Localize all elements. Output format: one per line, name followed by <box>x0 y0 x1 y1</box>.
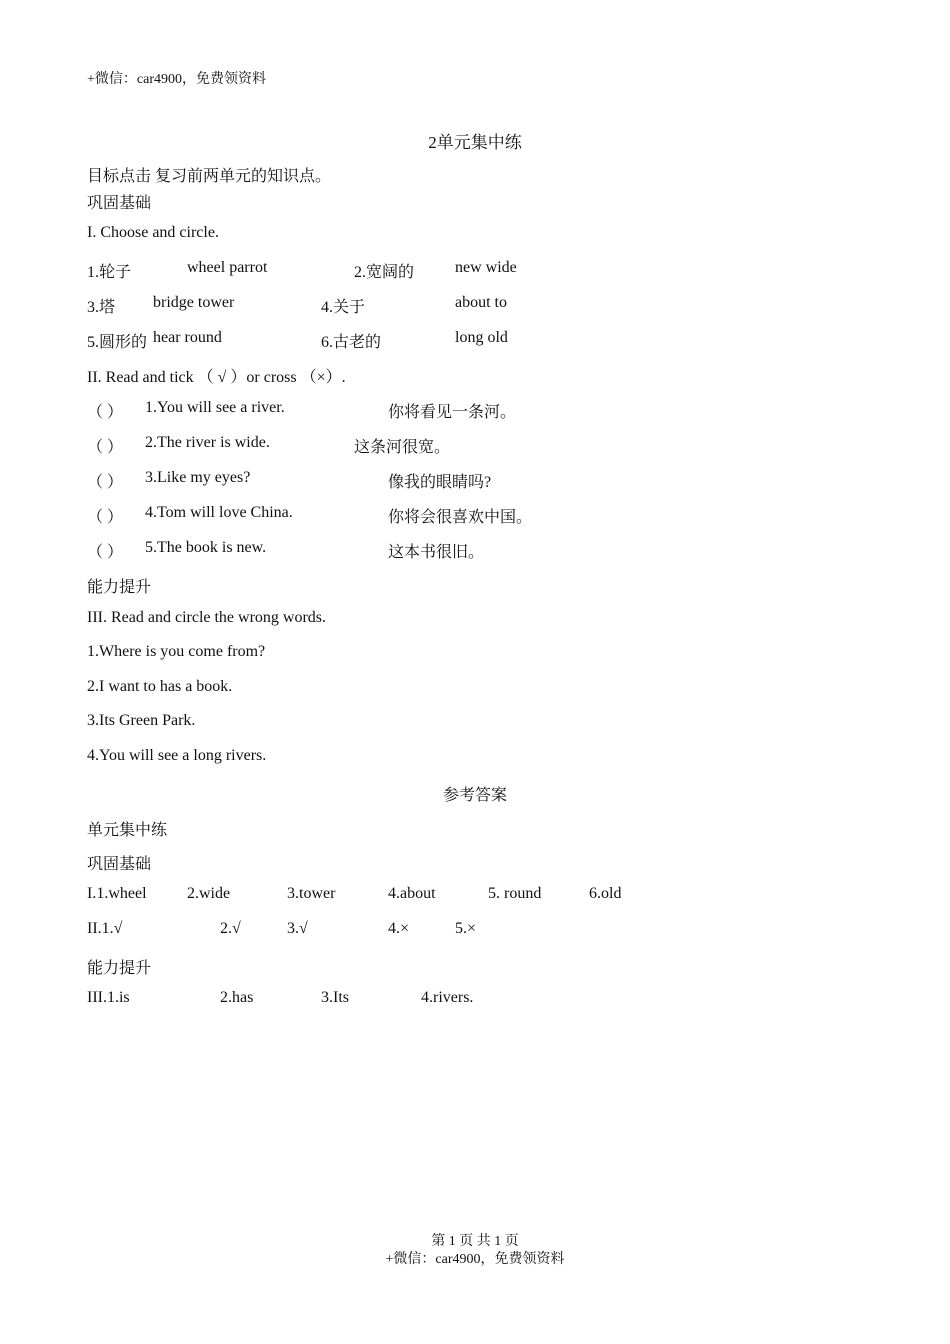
part1-item-cn: 6.古老的 <box>321 334 382 351</box>
part3-item: 4.You will see a long rivers. <box>87 747 267 764</box>
answer-item: 4.rivers. <box>421 989 474 1006</box>
part1-item-options: new wide <box>455 259 517 276</box>
page-number: 第 1 页 共 1 页 <box>431 1234 519 1249</box>
answer-item: 3.tower <box>287 885 336 902</box>
part3-item: 3.Its Green Park. <box>87 712 196 729</box>
answers-basic: 巩固基础 <box>87 856 152 873</box>
part2-item-cn: 你将看见一条河。 <box>388 404 517 421</box>
answer-item: 4.× <box>388 920 410 937</box>
answer-item: 6.old <box>589 885 622 902</box>
part2-item-cn: 这本书很旧。 <box>388 544 485 561</box>
part1-item-cn: 1.轮子 <box>87 264 132 281</box>
part1-item-cn: 2.宽阔的 <box>354 264 415 281</box>
part2-item-cn: 像我的眼睛吗? <box>388 474 492 491</box>
part1-item-options: about to <box>455 294 507 311</box>
part2-item-cn: 你将会很喜欢中国。 <box>388 509 533 526</box>
answer-paren: （ ） <box>87 474 124 491</box>
part2-item-en: 1.You will see a river. <box>145 399 285 416</box>
answer-paren: （ ） <box>87 439 124 456</box>
answer-item: 5. round <box>488 885 542 902</box>
part1-item-cn: 4.关于 <box>321 299 366 316</box>
answer-item: 2.√ <box>220 920 241 937</box>
answer-item: 5.× <box>455 920 477 937</box>
answer-item: 2.wide <box>187 885 231 902</box>
part1-item-options: long old <box>455 329 508 346</box>
part2-item-en: 5.The book is new. <box>145 539 267 556</box>
part1-item-cn: 3.塔 <box>87 299 116 316</box>
part1-item-options: wheel parrot <box>187 259 268 276</box>
part2-instruction: II. Read and tick （ √ ）or cross （×）. <box>87 369 346 386</box>
part1-item-cn: 5.圆形的 <box>87 334 148 351</box>
answer-item: 3.√ <box>287 920 308 937</box>
answer-item: 2.has <box>220 989 254 1006</box>
answer-paren: （ ） <box>87 404 124 421</box>
part2-item-cn: 这条河很宽。 <box>354 439 451 456</box>
part2-item-en: 4.Tom will love China. <box>145 504 293 521</box>
answer-item: III.1.is <box>87 989 130 1006</box>
part1-item-options: hear round <box>153 329 222 346</box>
answer-paren: （ ） <box>87 544 124 561</box>
footer-note: +微信：car4900，免费领资料 <box>385 1252 565 1267</box>
section-basic: 巩固基础 <box>87 195 152 212</box>
answers-title: 参考答案 <box>442 787 507 804</box>
answer-item: I.1.wheel <box>87 885 147 902</box>
part2-item-en: 3.Like my eyes? <box>145 469 251 486</box>
answers-improve: 能力提升 <box>87 960 152 977</box>
part3-item: 1.Where is you come from? <box>87 643 266 660</box>
answer-item: 3.Its <box>321 989 349 1006</box>
part1-item-options: bridge tower <box>153 294 235 311</box>
part3-instruction: III. Read and circle the wrong words. <box>87 609 327 626</box>
answer-paren: （ ） <box>87 509 124 526</box>
section-improve: 能力提升 <box>87 579 152 596</box>
answer-item: II.1.√ <box>87 920 123 937</box>
answer-item: 4.about <box>388 885 436 902</box>
header-note: +微信：car4900，免费领资料 <box>87 72 266 87</box>
part1-instruction: I. Choose and circle. <box>87 224 219 241</box>
objective: 目标点击 复习前两单元的知识点。 <box>87 168 332 185</box>
part3-item: 2.I want to has a book. <box>87 678 233 695</box>
page-title: 2单元集中练 <box>428 133 522 152</box>
part2-item-en: 2.The river is wide. <box>145 434 270 451</box>
answers-unit: 单元集中练 <box>87 822 168 839</box>
